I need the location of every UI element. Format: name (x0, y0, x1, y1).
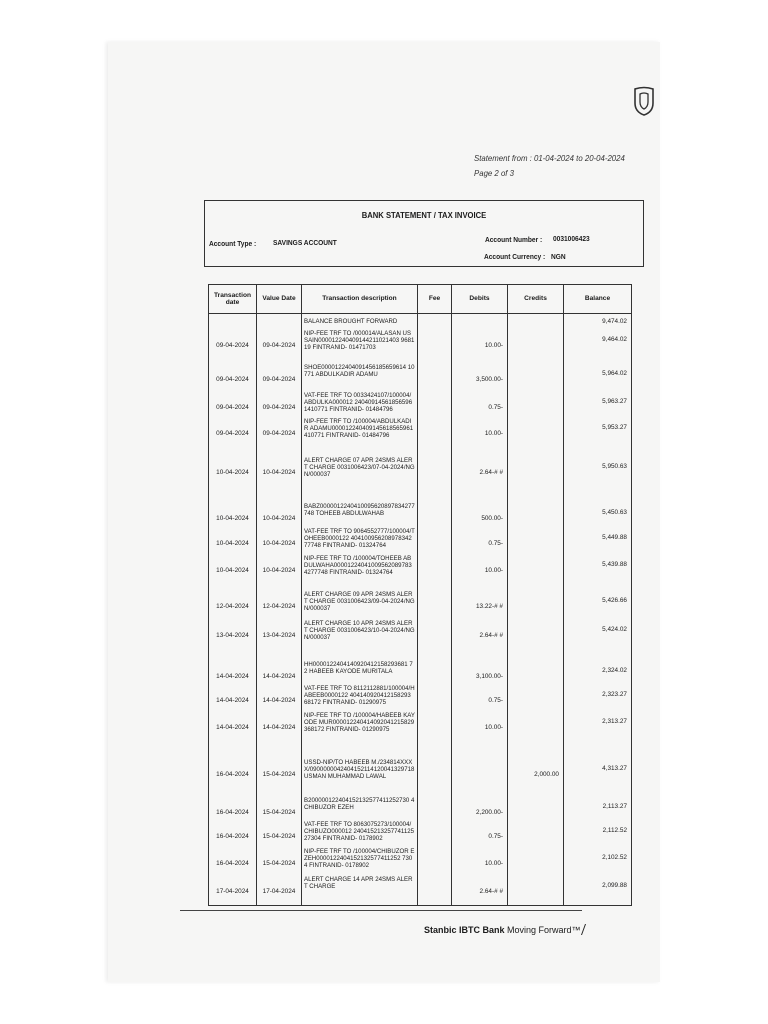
table-row (209, 795, 632, 820)
debit-amount: 10.00- (452, 328, 508, 362)
credit-amount: 2,000.00 (508, 757, 564, 795)
fee-amount (418, 328, 452, 362)
balance-amount: 2,313.27 (564, 710, 632, 757)
transaction-description: VAT-FEE TRF TO 0033424107/100004/ABDULKA000012 240409145618565961410771 FINTRANID- 01484796 (302, 390, 418, 417)
transaction-date: 17-04-2024 (209, 874, 257, 906)
debit-amount: 10.00- (452, 553, 508, 589)
debit-amount: 0.75- (452, 819, 508, 846)
value-date: 15-04-2024 (257, 846, 302, 874)
credit-amount (508, 819, 564, 846)
transaction-date: 16-04-2024 (209, 757, 257, 795)
transaction-description: BABZ0000012240410095620897834277748 TOHEEB ABDULWAHAB (302, 501, 418, 526)
transaction-description: B200000122404152132577411252730 4 CHIBUZOR EZEH (302, 795, 418, 820)
value-date: 10-04-2024 (257, 526, 302, 553)
table-row (209, 846, 632, 874)
table-row (209, 501, 632, 526)
col-transaction-date: Transaction date (209, 285, 257, 314)
brand-tagline: Moving Forward™ (507, 925, 581, 935)
fee-amount (418, 553, 452, 589)
table-header-row (209, 285, 632, 314)
balance-amount: 2,099.88 (564, 874, 632, 906)
table-row (209, 659, 632, 684)
debit-amount: 2.64-# # (452, 455, 508, 502)
credit-amount (508, 455, 564, 502)
value-date: 10-04-2024 (257, 553, 302, 589)
credit-amount (508, 846, 564, 874)
value-date: 14-04-2024 (257, 710, 302, 757)
value-date: 13-04-2024 (257, 618, 302, 658)
transaction-date: 14-04-2024 (209, 710, 257, 757)
bbf-balance: 9,474.02 (564, 314, 632, 329)
fee-amount (418, 795, 452, 820)
balance-amount: 4,313.27 (564, 757, 632, 795)
credit-amount (508, 710, 564, 757)
currency-value: NGN (551, 252, 566, 261)
transaction-date: 09-04-2024 (209, 328, 257, 362)
credit-amount (508, 526, 564, 553)
balance-amount: 5,950.63 (564, 455, 632, 502)
transaction-description: VAT-FEE TRF TO 8063075273/100004/CHIBUZO000012 240415213257741125 27304 FINTRANID- 0178902 (302, 819, 418, 846)
fee-amount (418, 757, 452, 795)
balance-amount: 5,424.02 (564, 618, 632, 658)
transaction-date: 10-04-2024 (209, 553, 257, 589)
value-date: 09-04-2024 (257, 416, 302, 454)
col-credits: Credits (508, 285, 564, 314)
credit-amount (508, 795, 564, 820)
table-row (209, 526, 632, 553)
transaction-description: USSD-NIP/TO HABEEB M./234814XXXX/0900000042404152114120041329718 USMAN MUHAMMAD LAWAL (302, 757, 418, 795)
credit-amount (508, 501, 564, 526)
value-date: 15-04-2024 (257, 795, 302, 820)
transaction-description: VAT-FEE TRF TO 9064552777/100004/TOHEEB0000122 404100956208978342 77748 FINTRANID- 01324764 (302, 526, 418, 553)
balance-amount: 2,323.27 (564, 683, 632, 710)
debit-amount: 2.64-# # (452, 618, 508, 658)
credit-amount (508, 416, 564, 454)
transaction-date: 10-04-2024 (209, 526, 257, 553)
col-description: Transaction description (302, 285, 418, 314)
footer-brand (424, 924, 584, 935)
footer-rule (180, 910, 582, 911)
balance-amount: 2,113.27 (564, 795, 632, 820)
credit-amount (508, 874, 564, 906)
balance-amount: 5,953.27 (564, 416, 632, 454)
fee-amount (418, 526, 452, 553)
fee-amount (418, 501, 452, 526)
table-row (209, 757, 632, 795)
debit-amount: 0.75- (452, 390, 508, 417)
balance-brought-forward-row (209, 314, 632, 329)
fee-amount (418, 710, 452, 757)
fee-amount (418, 819, 452, 846)
fee-amount (418, 659, 452, 684)
value-date: 09-04-2024 (257, 362, 302, 390)
debit-amount: 10.00- (452, 416, 508, 454)
value-date: 15-04-2024 (257, 757, 302, 795)
credit-amount (508, 683, 564, 710)
credit-amount (508, 362, 564, 390)
fee-amount (418, 455, 452, 502)
transaction-description: ALERT CHARGE 10 APR 24SMS ALERT CHARGE 0031006423/10-04-2024/NGN/000037 (302, 618, 418, 658)
table-row (209, 553, 632, 589)
fee-amount (418, 589, 452, 619)
fee-amount (418, 683, 452, 710)
transaction-date: 10-04-2024 (209, 455, 257, 502)
debit-amount: 10.00- (452, 846, 508, 874)
fee-amount (418, 416, 452, 454)
balance-amount: 2,102.52 (564, 846, 632, 874)
table-row (209, 455, 632, 502)
fee-amount (418, 846, 452, 874)
balance-amount: 5,449.88 (564, 526, 632, 553)
balance-amount: 2,324.02 (564, 659, 632, 684)
account-number-label: Account Number : (485, 235, 543, 244)
balance-amount: 5,450.63 (564, 501, 632, 526)
table-row (209, 362, 632, 390)
credit-amount (508, 328, 564, 362)
col-debits: Debits (452, 285, 508, 314)
value-date: 09-04-2024 (257, 390, 302, 417)
transaction-date: 16-04-2024 (209, 795, 257, 820)
account-number-value: 0031006423 (553, 234, 590, 243)
account-type-label: Account Type : (209, 239, 257, 248)
value-date: 10-04-2024 (257, 455, 302, 502)
transaction-date: 09-04-2024 (209, 416, 257, 454)
value-date: 14-04-2024 (257, 659, 302, 684)
fee-amount (418, 390, 452, 417)
statement-title: BANK STATEMENT / TAX INVOICE (361, 210, 487, 220)
debit-amount: 3,500.00- (452, 362, 508, 390)
col-value-date: Value Date (257, 285, 302, 314)
debit-amount: 2.64-# # (452, 874, 508, 906)
debit-amount: 0.75- (452, 526, 508, 553)
debit-amount: 2,200.00- (452, 795, 508, 820)
value-date: 12-04-2024 (257, 589, 302, 619)
debit-amount: 500.00- (452, 501, 508, 526)
transaction-date: 13-04-2024 (209, 618, 257, 658)
balance-amount: 5,963.27 (564, 390, 632, 417)
transaction-date: 09-04-2024 (209, 390, 257, 417)
bank-logo-icon (633, 86, 655, 116)
transaction-date: 16-04-2024 (209, 846, 257, 874)
statement-period: Statement from : 01-04-2024 to 20-04-2024 (474, 153, 625, 163)
table-row (209, 390, 632, 417)
debit-amount (452, 757, 508, 795)
transaction-date: 14-04-2024 (209, 683, 257, 710)
brand-name: Stanbic IBTC Bank (424, 925, 505, 935)
transaction-description: SHOE0000122404091456185659614 10771 ABDULKADIR ADAMU (302, 362, 418, 390)
value-date: 14-04-2024 (257, 683, 302, 710)
credit-amount (508, 553, 564, 589)
table-row (209, 710, 632, 757)
table-row (209, 874, 632, 906)
credit-amount (508, 589, 564, 619)
value-date: 17-04-2024 (257, 874, 302, 906)
transaction-description: ALERT CHARGE 07 APR 24SMS ALERT CHARGE 0031006423/07-04-2024/NGN/000037 (302, 455, 418, 502)
fee-amount (418, 362, 452, 390)
table-row (209, 819, 632, 846)
col-balance: Balance (564, 285, 632, 314)
fee-amount (418, 874, 452, 906)
transactions-table (208, 284, 632, 906)
transaction-description: NIP-FEE TRF TO /000014/ALASAN USSAIN000012240409144211021403 968119 FINTRANID- 01471703 (302, 328, 418, 362)
bbf-label: BALANCE BROUGHT FORWARD (302, 314, 418, 329)
table-row (209, 683, 632, 710)
transaction-date: 09-04-2024 (209, 362, 257, 390)
transaction-description: ALERT CHARGE 14 APR 24SMS ALERT CHARGE (302, 874, 418, 906)
page-number: Page 2 of 3 (474, 168, 515, 178)
balance-amount: 9,464.02 (564, 328, 632, 362)
credit-amount (508, 390, 564, 417)
credit-amount (508, 618, 564, 658)
transaction-description: NIP-FEE TRF TO /100004/HABEEB KAYODE MUR000012240414092041215829368172 FINTRANID- 01290975 (302, 710, 418, 757)
account-type-value: SAVINGS ACCOUNT (273, 238, 337, 247)
transaction-description: ALERT CHARGE 09 APR 24SMS ALERT CHARGE 0031006423/09-04-2024/NGN/000037 (302, 589, 418, 619)
statement-header (204, 200, 644, 267)
col-fee: Fee (418, 285, 452, 314)
table-row (209, 416, 632, 454)
debit-amount: 3,100.00- (452, 659, 508, 684)
transaction-description: NIP-FEE TRF TO /100004/TOHEEB ABDULWAHA000012240410095620897834277748 FINTRANID- 01324764 (302, 553, 418, 589)
transaction-description: NIP-FEE TRF TO /100004/CHIBUZOR EZEH0000122404152132577411252 7304 FINTRANID- 0178902 (302, 846, 418, 874)
value-date: 15-04-2024 (257, 819, 302, 846)
table-row (209, 618, 632, 658)
balance-amount: 5,439.88 (564, 553, 632, 589)
balance-amount: 5,964.02 (564, 362, 632, 390)
debit-amount: 13.22-# # (452, 589, 508, 619)
transaction-date: 14-04-2024 (209, 659, 257, 684)
currency-label: Account Currency : (484, 252, 546, 261)
transaction-description: NIP-FEE TRF TO /100004/ABDULKADIR ADAMU000012240409145618565961 410771 FINTRANID- 01484796 (302, 416, 418, 454)
transaction-description: HH0000122404140920412158293681 72 HABEEB KAYODE MURITALA (302, 659, 418, 684)
transaction-date: 10-04-2024 (209, 501, 257, 526)
transaction-description: VAT-FEE TRF TO 8112112881/100004/HABEEB0000122 404140920412158293 68172 FINTRANID- 01290975 (302, 683, 418, 710)
debit-amount: 0.75- (452, 683, 508, 710)
debit-amount: 10.00- (452, 710, 508, 757)
fee-amount (418, 618, 452, 658)
credit-amount (508, 659, 564, 684)
value-date: 09-04-2024 (257, 328, 302, 362)
transaction-date: 16-04-2024 (209, 819, 257, 846)
table-row (209, 328, 632, 362)
table-row (209, 589, 632, 619)
transaction-date: 12-04-2024 (209, 589, 257, 619)
value-date: 10-04-2024 (257, 501, 302, 526)
balance-amount: 5,426.66 (564, 589, 632, 619)
balance-amount: 2,112.52 (564, 819, 632, 846)
